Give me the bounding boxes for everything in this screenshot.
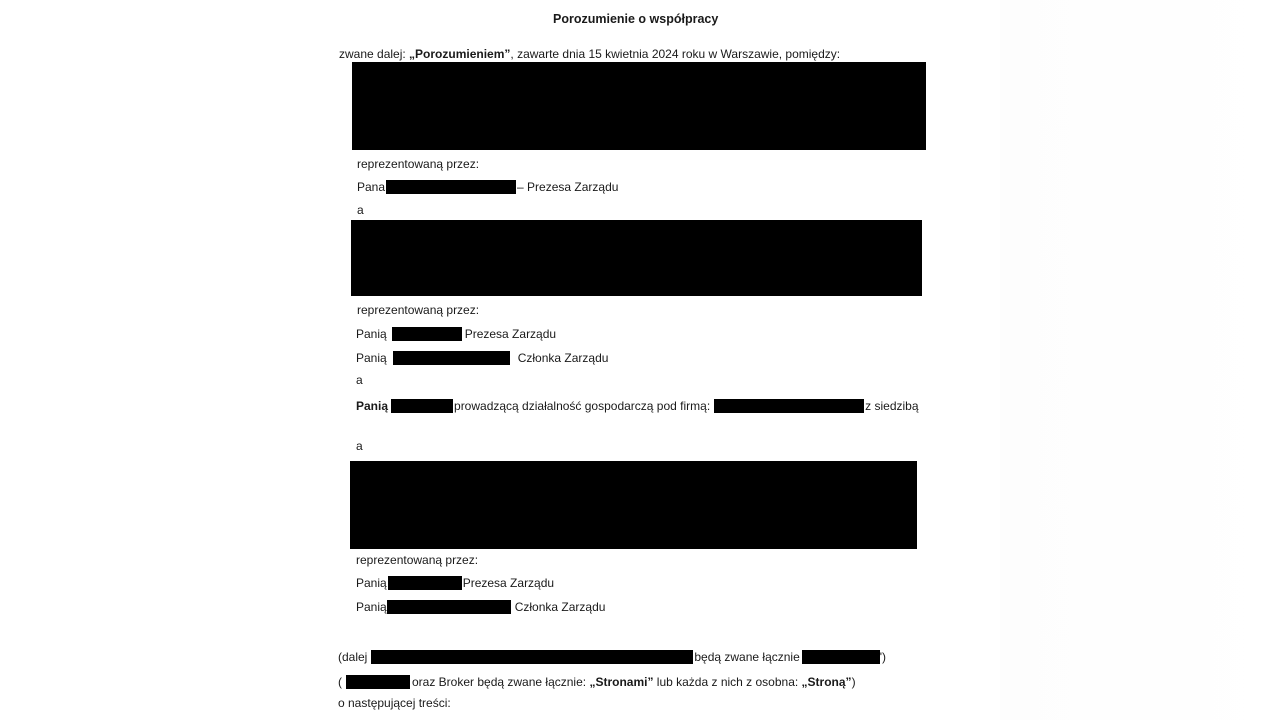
rep-prefix: Panią: [356, 576, 387, 590]
rep-role: – Prezesa Zarządu: [517, 180, 619, 194]
closing-each-text: lub każda z nich z osobna:: [653, 675, 802, 689]
rep-role: Prezesa Zarządu: [462, 576, 555, 590]
redacted-name: [386, 180, 516, 194]
redacted-party-4-block: [350, 461, 917, 549]
party-2-rep-1: [356, 327, 556, 341]
conjunction-and-3: a: [356, 439, 363, 453]
redacted-party-2-block: [351, 220, 922, 296]
party-4-represented-by: reprezentowaną przez:: [356, 553, 479, 567]
party-3-line: [356, 399, 919, 413]
closing-line-3: o następującej treści:: [338, 696, 451, 710]
redacted-name: [392, 327, 462, 341]
party-1-rep-1: [357, 180, 618, 194]
closing-paren: (: [338, 675, 342, 689]
scan-margin-left: [0, 0, 280, 720]
scan-margin-right: [1000, 0, 1280, 720]
redacted-text: [802, 650, 880, 664]
defined-term-parties: „Stronami”: [589, 675, 654, 689]
rep-role: Prezesa Zarządu: [464, 327, 557, 341]
closing-line-1: [338, 650, 886, 664]
intro-defined-term: „Porozumieniem”: [409, 47, 511, 61]
intro-prefix: zwane dalej:: [339, 47, 410, 61]
redacted-name: [387, 600, 511, 614]
party-2-rep-2: [356, 351, 608, 365]
redacted-party-1-block: [352, 62, 926, 150]
closing-parties-text: oraz Broker będą zwane łącznie:: [412, 675, 590, 689]
defined-term-party: „Stroną”: [801, 675, 852, 689]
rep-role: Członka Zarządu: [517, 351, 609, 365]
rep-prefix: Panią: [356, 351, 387, 365]
conjunction-and-1: a: [357, 203, 364, 217]
rep-role: Członka Zarządu: [514, 600, 606, 614]
party-4-rep-2: [356, 600, 605, 614]
closing-line-2: [338, 675, 856, 689]
redacted-text: [371, 650, 693, 664]
party-3-prefix: Panią: [356, 399, 389, 413]
redacted-name: [393, 351, 510, 365]
intro-line: [339, 47, 840, 61]
redacted-name: [391, 399, 453, 413]
rep-prefix: Panią: [356, 600, 387, 614]
party-4-rep-1: [356, 576, 554, 590]
closing-prefix: (dalej: [338, 650, 368, 664]
closing-middle: będą zwane łącznie: [694, 650, 800, 664]
party-3-suffix: z siedzibą: [865, 399, 919, 413]
rep-prefix: Panią: [356, 327, 387, 341]
redacted-text: [346, 675, 410, 689]
party-2-represented-by: reprezentowaną przez:: [357, 303, 480, 317]
intro-suffix: , zawarte dnia 15 kwietnia 2024 roku w Warszawie, pomiędzy:: [510, 47, 841, 61]
conjunction-and-2: a: [356, 373, 363, 387]
closing-paren-end: ): [851, 675, 856, 689]
redacted-company-name: [714, 399, 864, 413]
document-title: Porozumienie o współpracy: [553, 12, 719, 26]
redacted-name: [388, 576, 462, 590]
closing-suffix: '): [879, 650, 887, 664]
rep-prefix: Pana: [357, 180, 386, 194]
party-1-represented-by: reprezentowaną przez:: [357, 157, 480, 171]
party-3-description: prowadzącą działalność gospodarczą pod firmą:: [454, 399, 711, 413]
